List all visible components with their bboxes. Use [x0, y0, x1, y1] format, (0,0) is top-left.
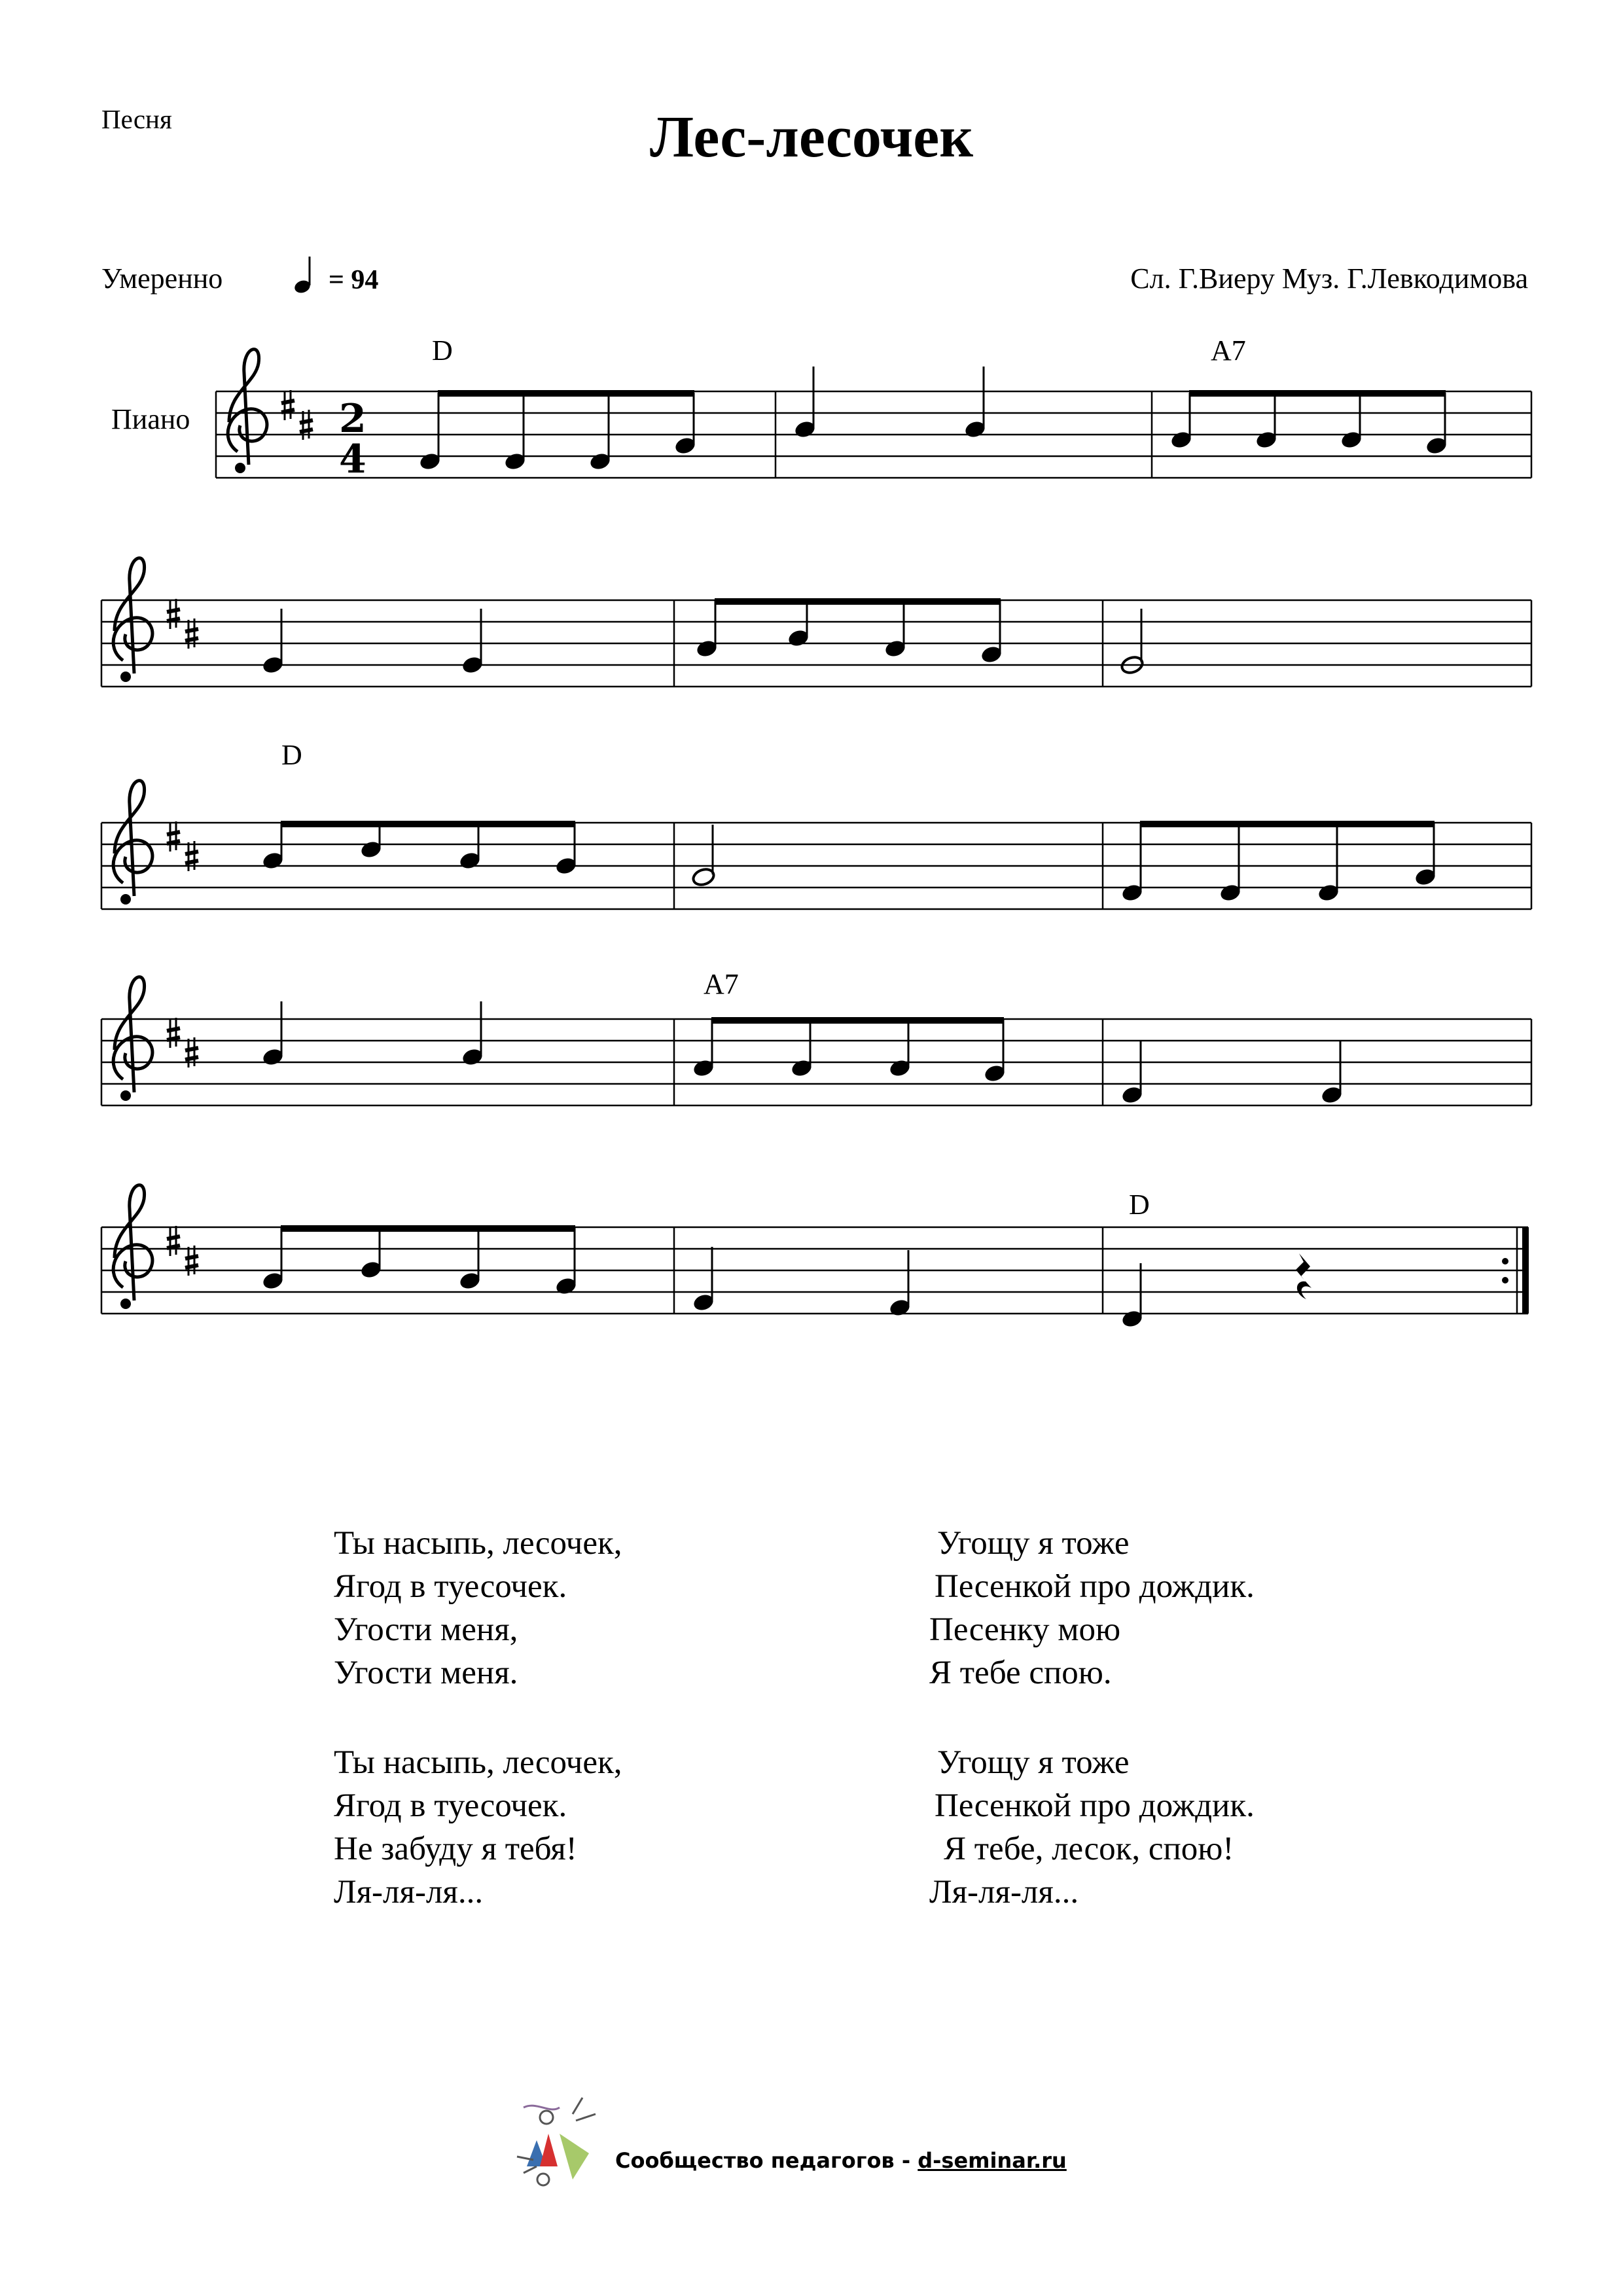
end-repeat-barline: [1522, 1227, 1529, 1314]
song-title: Лес-лесочек: [649, 105, 974, 170]
lyrics-right-verse-1: [929, 1522, 1255, 1695]
lyric-line: Не забуду я тебя!: [334, 1831, 577, 1867]
staff-system-2: [101, 558, 1531, 687]
lyric-line: Ля-ля-ля...: [334, 1874, 484, 1910]
staff-system-5: [101, 1185, 1529, 1329]
chord-symbol: A7: [704, 968, 739, 1000]
lyric-line: Ты насыпь, лесочек,: [334, 1525, 622, 1562]
lyrics-left-verse-2: [334, 1741, 622, 1914]
lyric-line: Угощу я тоже: [937, 1744, 1130, 1781]
time-signature-top: 2: [339, 396, 366, 442]
lyric-line: Я тебе спою.: [929, 1655, 1112, 1691]
lyric-line: Ты насыпь, лесочек,: [334, 1744, 622, 1781]
chord-symbol: D: [281, 739, 302, 771]
treble-clef-icon: [113, 558, 152, 682]
lyric-line: Ягод в туесочек.: [334, 1568, 567, 1605]
footer-text: Сообщество педагогов -: [615, 2148, 918, 2173]
key-signature-icon: [167, 821, 198, 871]
lyric-line: Песенку мою: [929, 1611, 1121, 1648]
tempo-value: = 94: [329, 265, 379, 295]
treble-clef-icon: [113, 1185, 152, 1309]
staff-system-3: [101, 739, 1531, 909]
chord-symbol: D: [432, 334, 453, 367]
lyric-line: Ля-ля-ля...: [929, 1874, 1079, 1910]
genre-label: Песня: [101, 104, 172, 134]
lyric-line: Ягод в туесочек.: [334, 1787, 567, 1824]
footer-credit: [615, 2148, 1067, 2173]
time-signature-bottom: 4: [339, 437, 366, 482]
lyric-line: Угости меня.: [334, 1655, 518, 1691]
lyric-line: Угощу я тоже: [937, 1525, 1130, 1562]
lyric-line: Песенкой про дождик.: [935, 1568, 1255, 1605]
quarter-note-icon: [293, 257, 312, 295]
treble-clef-icon: [228, 350, 267, 473]
key-signature-icon: [281, 390, 313, 440]
credits: Сл. Г.Виеру Муз. Г.Левкодимова: [1130, 262, 1528, 295]
key-signature-icon: [167, 599, 198, 649]
instrument-label: Пиано: [111, 403, 190, 435]
lyric-line: Я тебе, лесок, спою!: [944, 1831, 1234, 1867]
community-logo-icon: [510, 2094, 602, 2193]
tempo-text: Умеренно: [101, 262, 223, 295]
chord-symbol: D: [1129, 1189, 1150, 1221]
lyrics-left-verse-1: [334, 1522, 622, 1695]
staff-system-4: [101, 968, 1531, 1105]
treble-clef-icon: [113, 781, 152, 905]
chord-symbol: A7: [1211, 334, 1246, 367]
footer-link[interactable]: d-seminar.ru: [918, 2148, 1067, 2173]
key-signature-icon: [167, 1018, 198, 1067]
lyric-line: Песенкой про дождик.: [935, 1787, 1255, 1824]
lyric-line: Угости меня,: [334, 1611, 518, 1648]
key-signature-icon: [167, 1226, 198, 1276]
treble-clef-icon: [113, 977, 152, 1101]
lyrics-right-verse-2: [929, 1741, 1255, 1914]
staff-system-1: [216, 334, 1531, 482]
